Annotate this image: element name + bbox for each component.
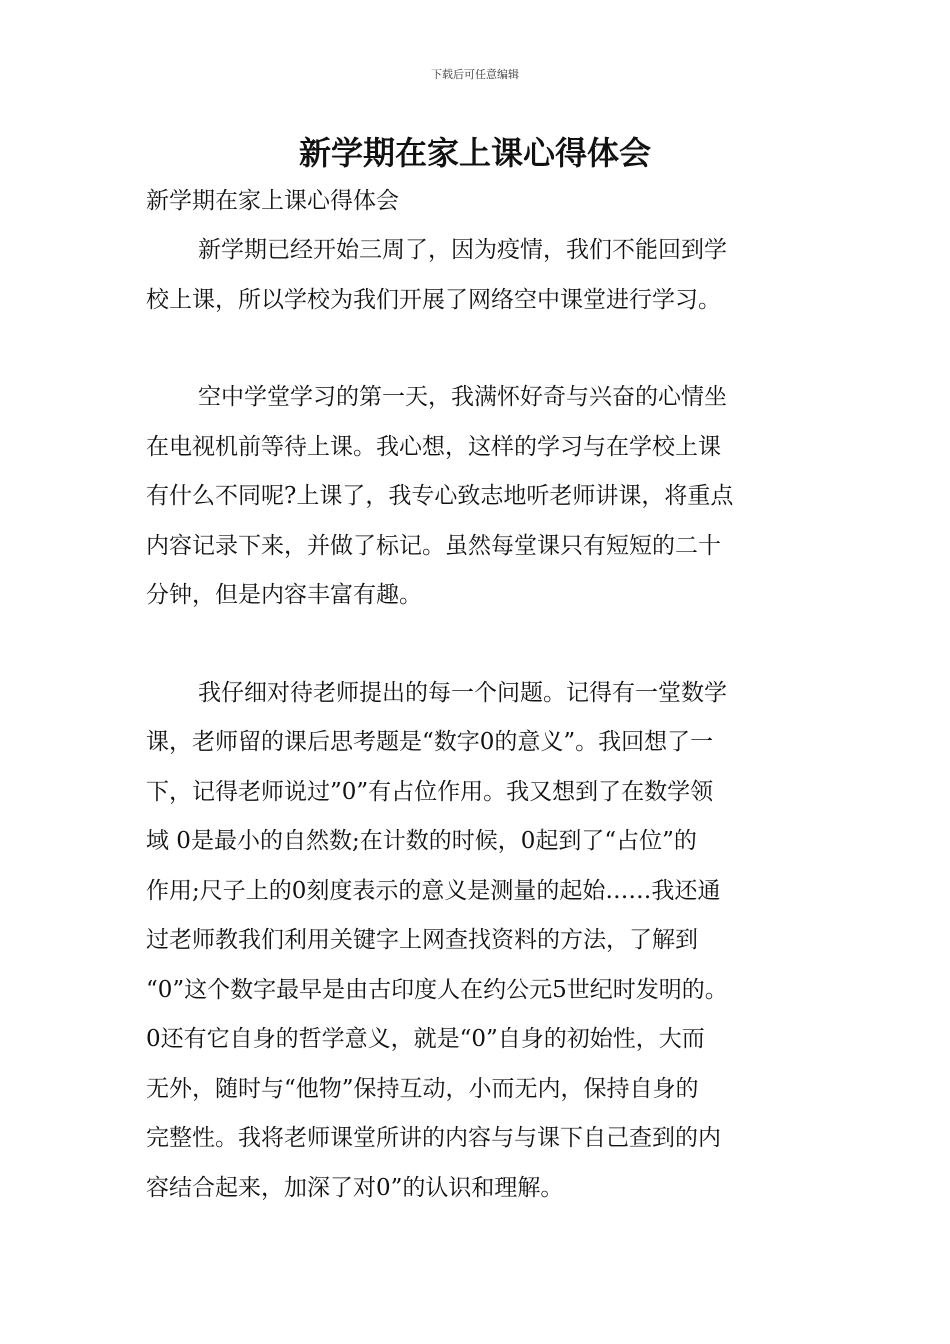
paragraph-2 (146, 373, 811, 621)
paragraph-line: 有什么不同呢?上课了，我专心致志地听老师讲课，将重点 (146, 483, 734, 509)
document-body (146, 176, 811, 1261)
paragraph-line: 新学期已经开始三周了，因为疫情，我们不能回到学 (198, 237, 727, 263)
paragraph-line: 内容记录下来，并做了标记。虽然每堂课只有短短的二十 (146, 532, 721, 559)
paragraph-line: 分钟，但是内容丰富有趣。 (146, 582, 422, 608)
paragraph-line: 课，老师留的课后思考题是“数字0的意义”。我回想了一 (146, 729, 714, 755)
paragraph-line: 下，记得老师说过”0”有占位作用。我又想到了在数学领 (146, 778, 714, 805)
paragraph-line: 作用;尺子上的0刻度表示的意义是测量的起始……我还通 (146, 877, 721, 904)
paragraph-line: 过老师教我们利用关键字上网查找资料的方法，了解到 (146, 927, 698, 953)
paragraph-line: “0”这个数字最早是由古印度人在约公元5世纪时发明的。 (146, 976, 728, 1003)
paragraph-line: 完整性。我将老师课堂所讲的内容与与课下自己查到的内 (146, 1125, 721, 1151)
paragraph-line: 容结合起来，加深了对0”的认识和理解。 (146, 1174, 564, 1201)
header-note: 下载后可任意编辑 (431, 68, 519, 81)
paragraph-line: 在电视机前等待上课。我心想，这样的学习与在学校上课 (146, 433, 721, 460)
paragraph-line: 空中学堂学习的第一天，我满怀好奇与兴奋的心情坐 (198, 384, 727, 410)
paragraph-line: 无外，随时与“他物”保持互动，小而无内，保持自身的 (146, 1075, 699, 1102)
paragraph-line: 校上课，所以学校为我们开展了网络空中课堂进行学习。 (146, 286, 721, 313)
paragraph-line: 0还有它自身的哲学意义，就是“0”自身的初始性，大而 (146, 1026, 705, 1052)
document-subtitle: 新学期在家上课心得体会 (146, 188, 399, 214)
paragraph-1 (146, 226, 811, 325)
document-title: 新学期在家上课心得体会 (298, 134, 651, 172)
paragraph-line: 我仔细对待老师提出的每一个问题。记得有一堂数学 (198, 679, 727, 706)
paragraph-3 (146, 669, 811, 1214)
paragraph-line: 域 0是最小的自然数;在计数的时候，0起到了“占位”的 (146, 828, 697, 854)
